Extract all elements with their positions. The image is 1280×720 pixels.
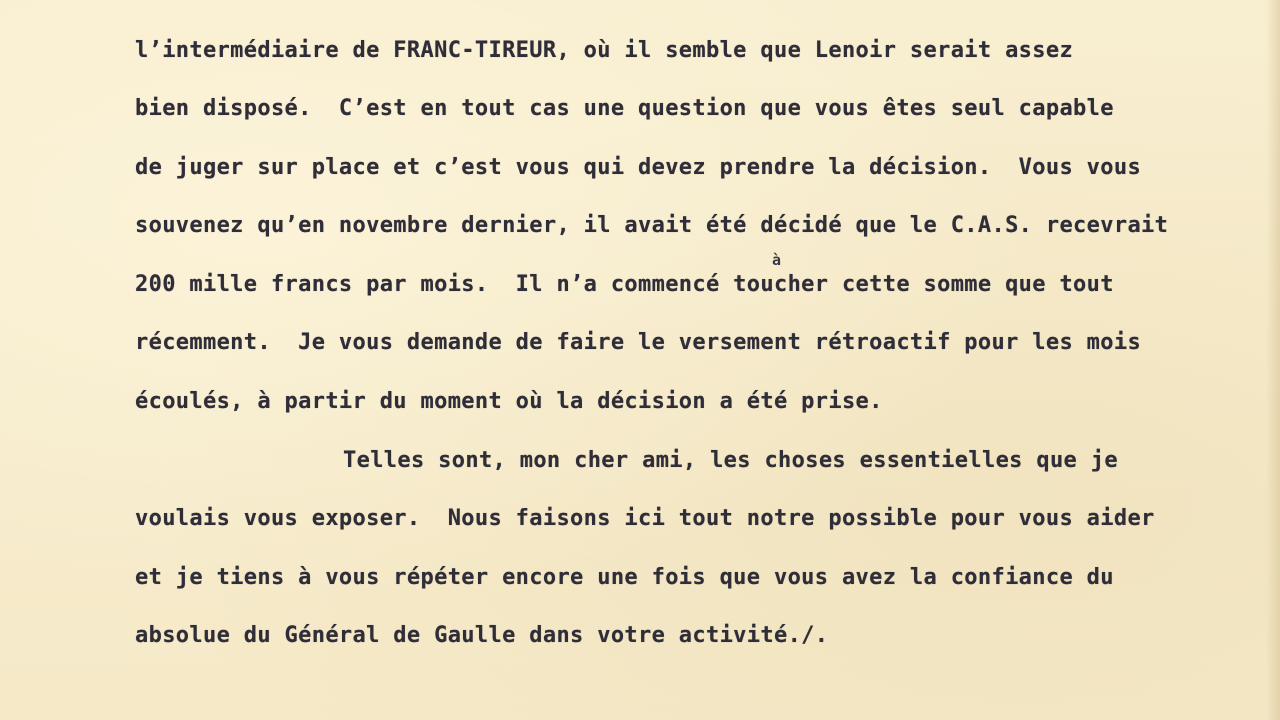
text-line-4: souvenez qu’en novembre dernier, il avait été décidé que le C.A.S. recevrait — [135, 213, 1169, 238]
text-line-11: absolue du Général de Gaulle dans votre activité./. — [135, 623, 829, 648]
text-line-6: récemment. Je vous demande de faire le versement rétroactif pour les mois — [135, 330, 1142, 355]
text-line-1: l’intermédiaire de FRANC-TIREUR, où il semble que Lenoir serait assez — [135, 38, 1074, 63]
text-line-10: et je tiens à vous répéter encore une fois que vous avez la confiance du — [135, 565, 1114, 590]
text-line-9: voulais vous exposer. Nous faisons ici tout notre possible pour vous aider — [135, 506, 1155, 531]
text-line-7: écoulés, à partir du moment où la décision a été prise. — [135, 389, 883, 414]
handwritten-insertion-mark: à — [772, 251, 782, 269]
text-line-2: bien disposé. C’est en tout cas une question que vous êtes seul capable — [135, 96, 1114, 121]
paper-edge-shadow — [1266, 0, 1280, 720]
paragraph-start-line: Telles sont, mon cher ami, les choses essentielles que je — [343, 448, 1118, 473]
text-line-5: 200 mille francs par mois. Il n’a commencé toucher cette somme que tout — [135, 272, 1114, 297]
text-line-3: de juger sur place et c’est vous qui devez prendre la décision. Vous vous — [135, 155, 1142, 180]
